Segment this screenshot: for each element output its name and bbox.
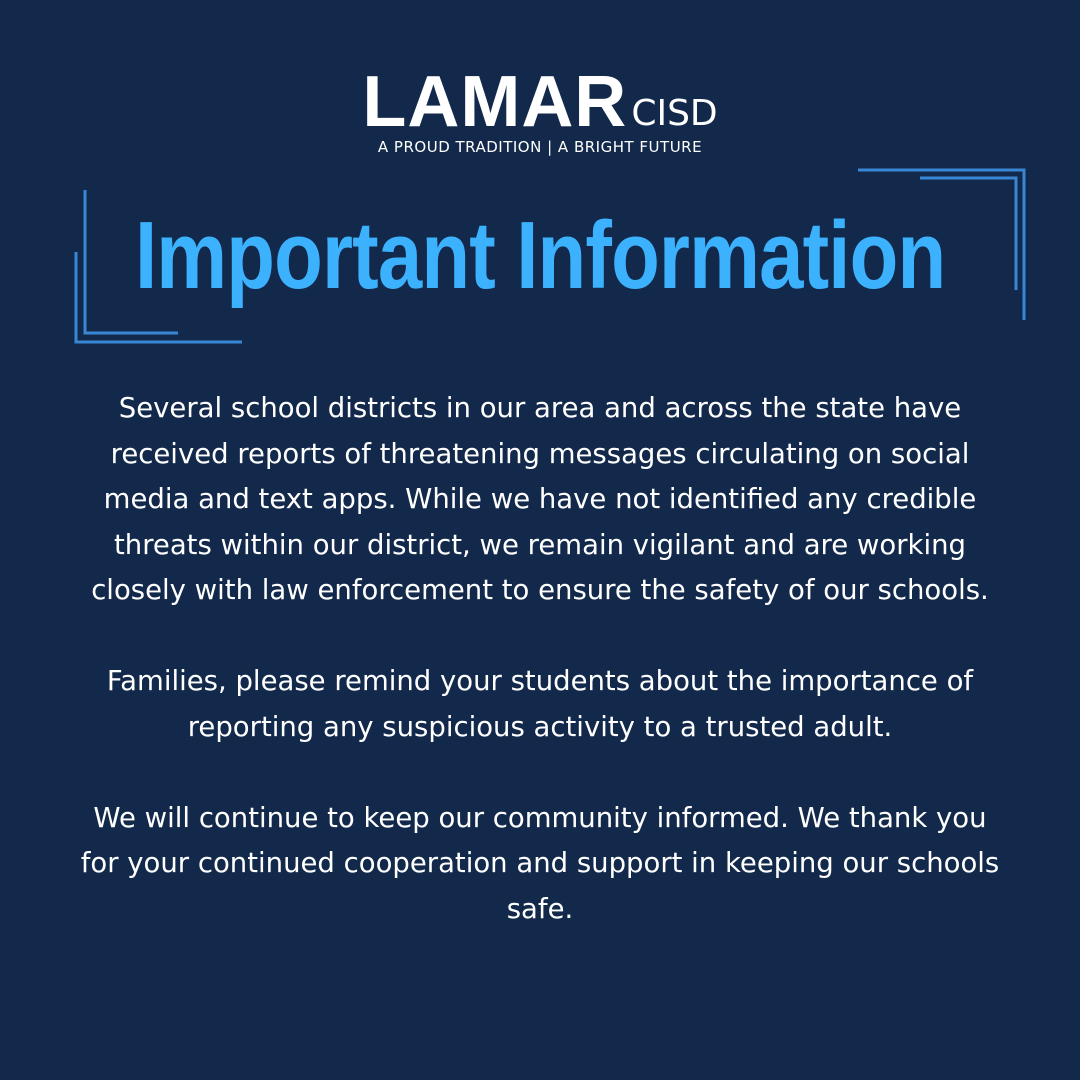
paragraph-2: Families, please remind your students about the importance of reporting any suspicious activity to a trusted adult. bbox=[106, 665, 974, 743]
paragraph-3: We will continue to keep our community informed. We thank you for your continued cooperation and support in keeping our schools safe. bbox=[80, 801, 1000, 925]
logo-tagline: A PROUD TRADITION | A BRIGHT FUTURE bbox=[377, 138, 703, 156]
announcement-body bbox=[80, 386, 1000, 932]
page-title bbox=[0, 196, 1080, 316]
logo-name-main: LAMAR bbox=[362, 62, 628, 142]
logo-name-suffix: CISD bbox=[631, 93, 718, 134]
page-title-text: Important Information bbox=[134, 202, 946, 309]
paragraph-1: Several school districts in our area and across the state have received reports of threatening messages circulating on social media and text apps. While we have not identified any credible threats within our district, we remain vigilant and are working closely with law enforcement to ensure the safety of our schools. bbox=[91, 392, 989, 606]
